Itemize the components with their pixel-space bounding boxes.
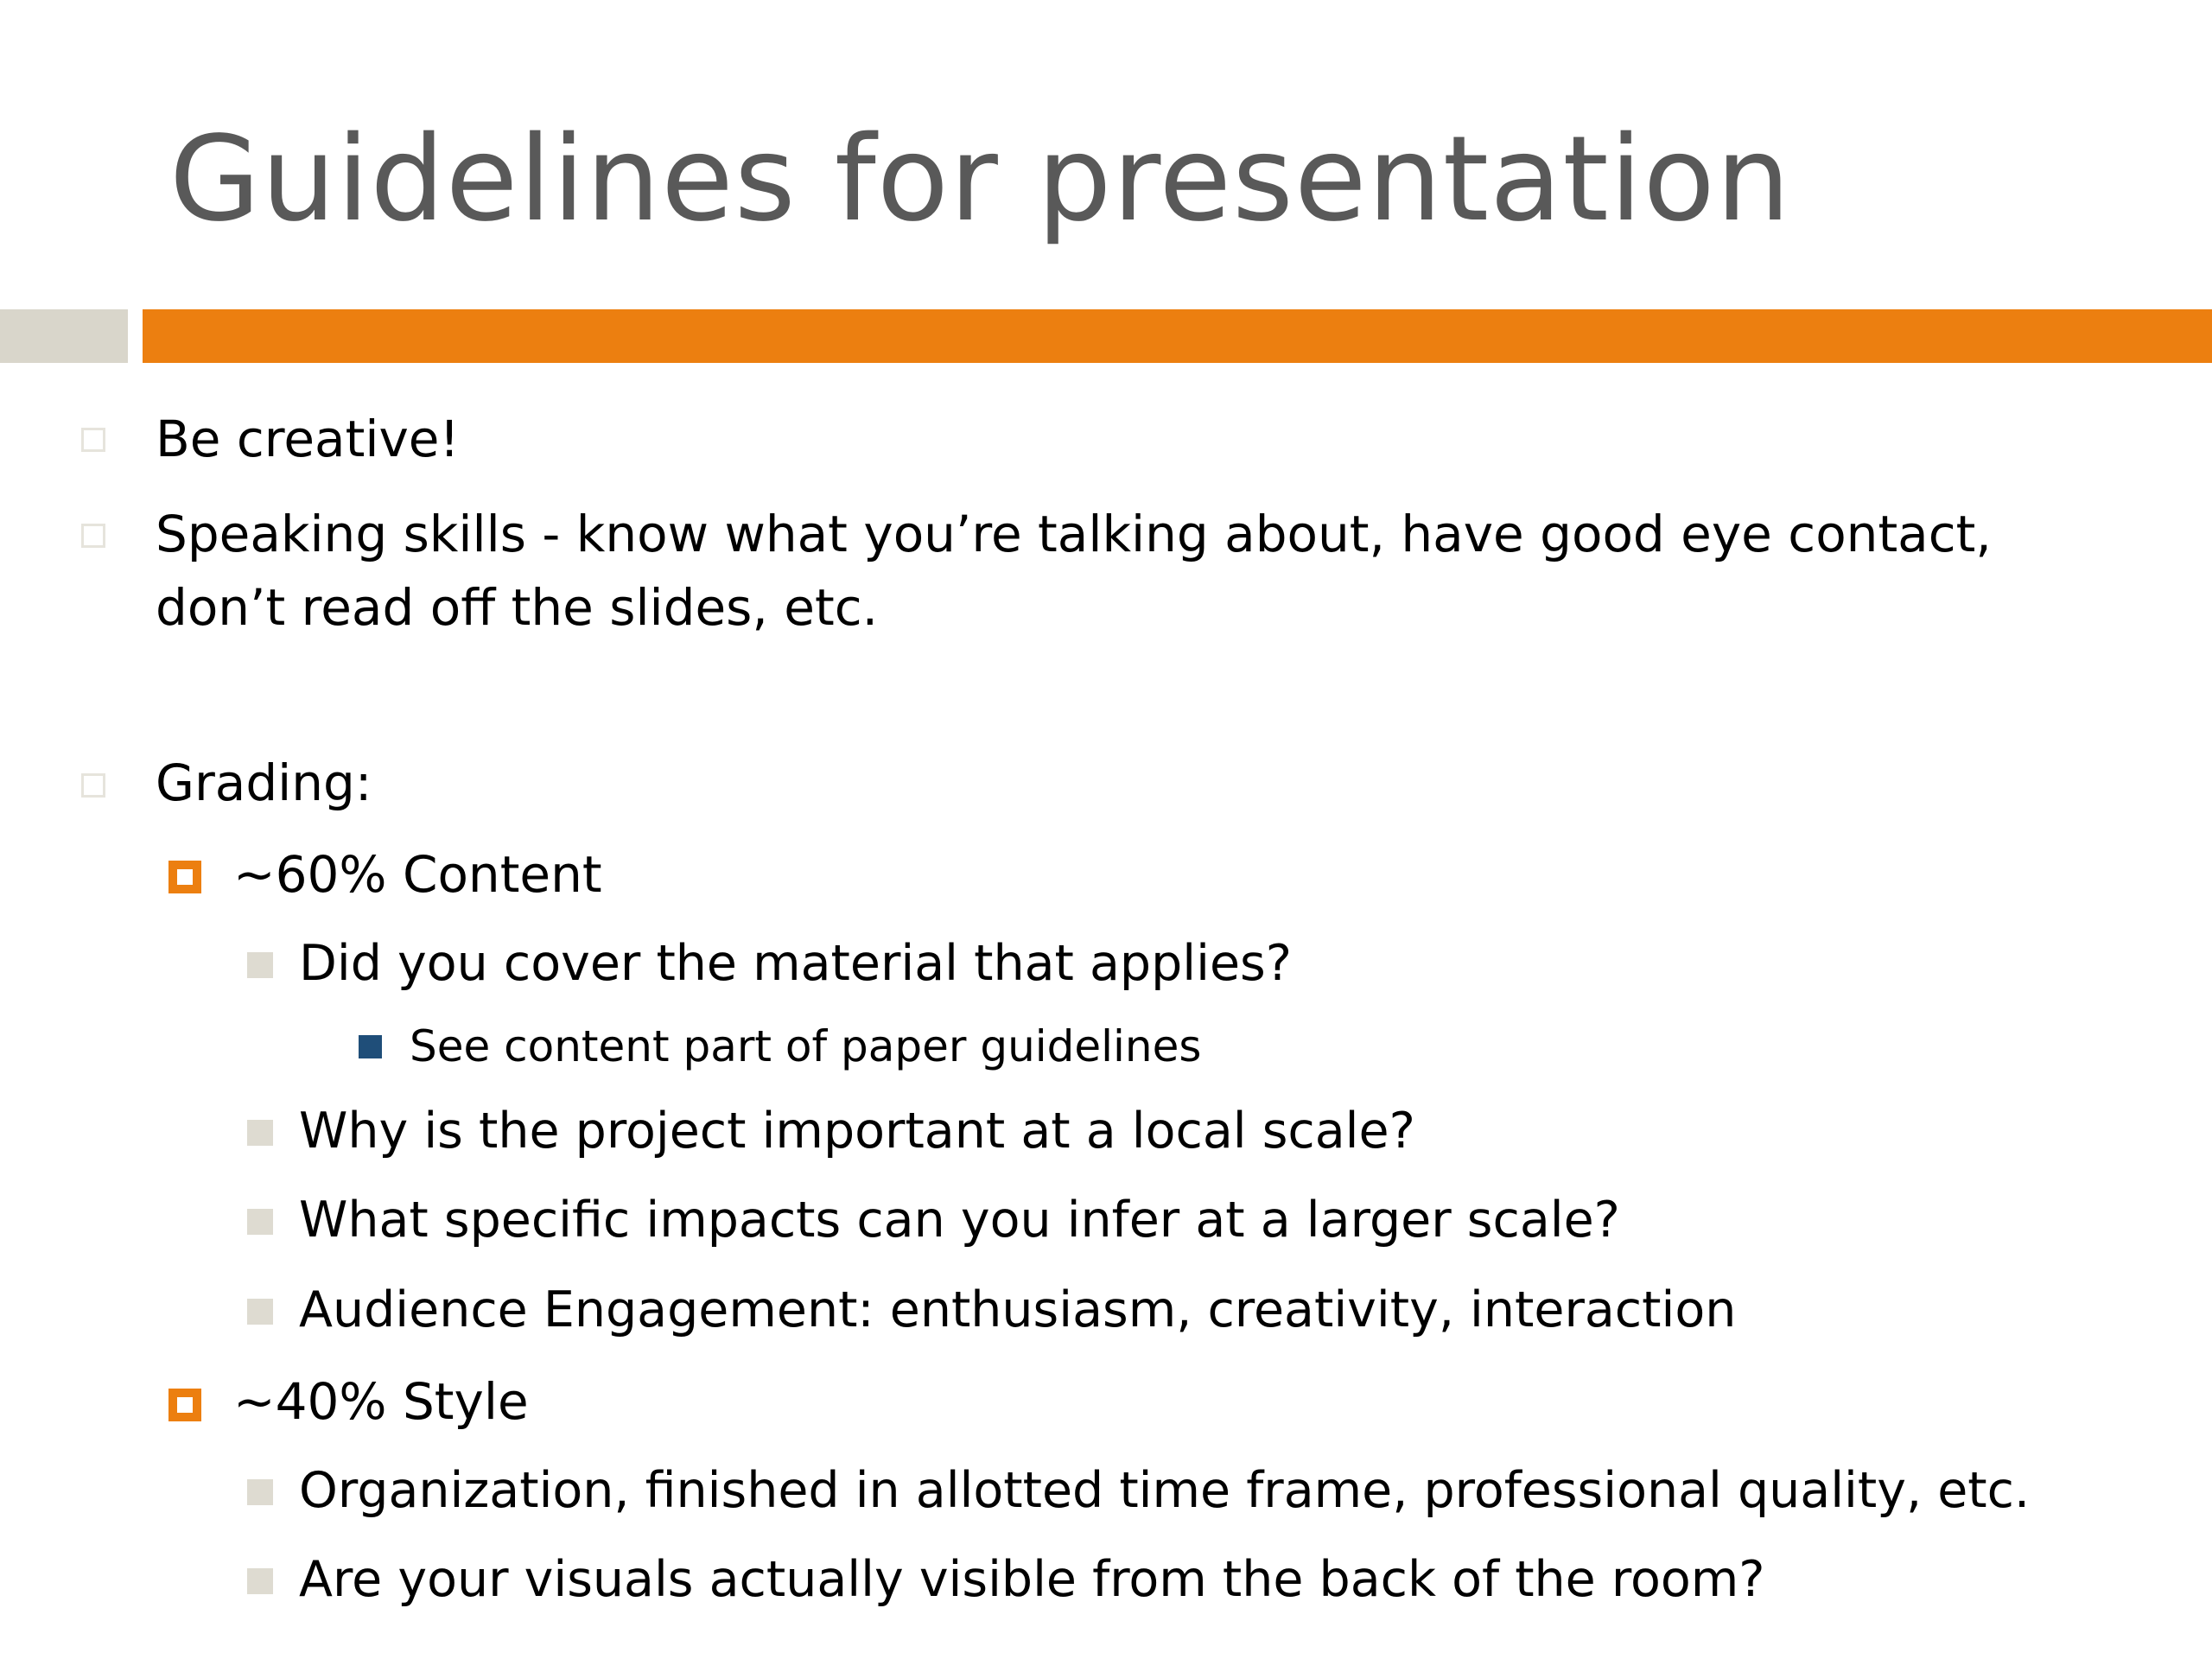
bullet-marker-level2 <box>168 1389 201 1421</box>
bullet-style: ~40% Style <box>233 1372 529 1431</box>
bullet-speaking-skills: Speaking skills - know what you’re talking about, have good eye contact, don’t read off the slides, etc. <box>156 505 1992 637</box>
bullet-marker-level3 <box>247 1568 273 1594</box>
bullet-visuals: Are your visuals actually visible from the back of the room? <box>299 1551 1765 1608</box>
bullet-marker-level1 <box>81 524 105 548</box>
title-side-bar <box>0 309 128 363</box>
bullet-be-creative: Be creative! <box>156 410 460 468</box>
bullet-marker-level2 <box>168 861 201 893</box>
bullet-organization: Organization, finished in allotted time frame, professional quality, etc. <box>299 1462 2031 1519</box>
bullet-marker-level4 <box>359 1035 382 1058</box>
bullet-cover-material: Did you cover the material that applies? <box>299 935 1292 992</box>
bullet-marker-level3 <box>247 1209 273 1235</box>
bullet-see-content: See content part of paper guidelines <box>410 1021 1202 1071</box>
bullet-grading: Grading: <box>156 753 372 812</box>
bullet-audience-engagement: Audience Engagement: enthusiasm, creativity, interaction <box>299 1281 1737 1338</box>
bullet-marker-level3 <box>247 952 273 978</box>
bullet-marker-level3 <box>247 1299 273 1325</box>
bullet-local-scale: Why is the project important at a local scale? <box>299 1103 1415 1160</box>
bullet-marker-level1 <box>81 773 105 798</box>
bullet-marker-level3 <box>247 1120 273 1146</box>
bullet-content: ~60% Content <box>233 845 602 904</box>
slide-title: Guidelines for presentation <box>169 111 1791 248</box>
bullet-larger-scale: What specific impacts can you infer at a larger scale? <box>299 1192 1620 1249</box>
bullet-marker-level3 <box>247 1479 273 1505</box>
title-accent-bar <box>143 309 2212 363</box>
bullet-marker-level1 <box>81 428 105 452</box>
